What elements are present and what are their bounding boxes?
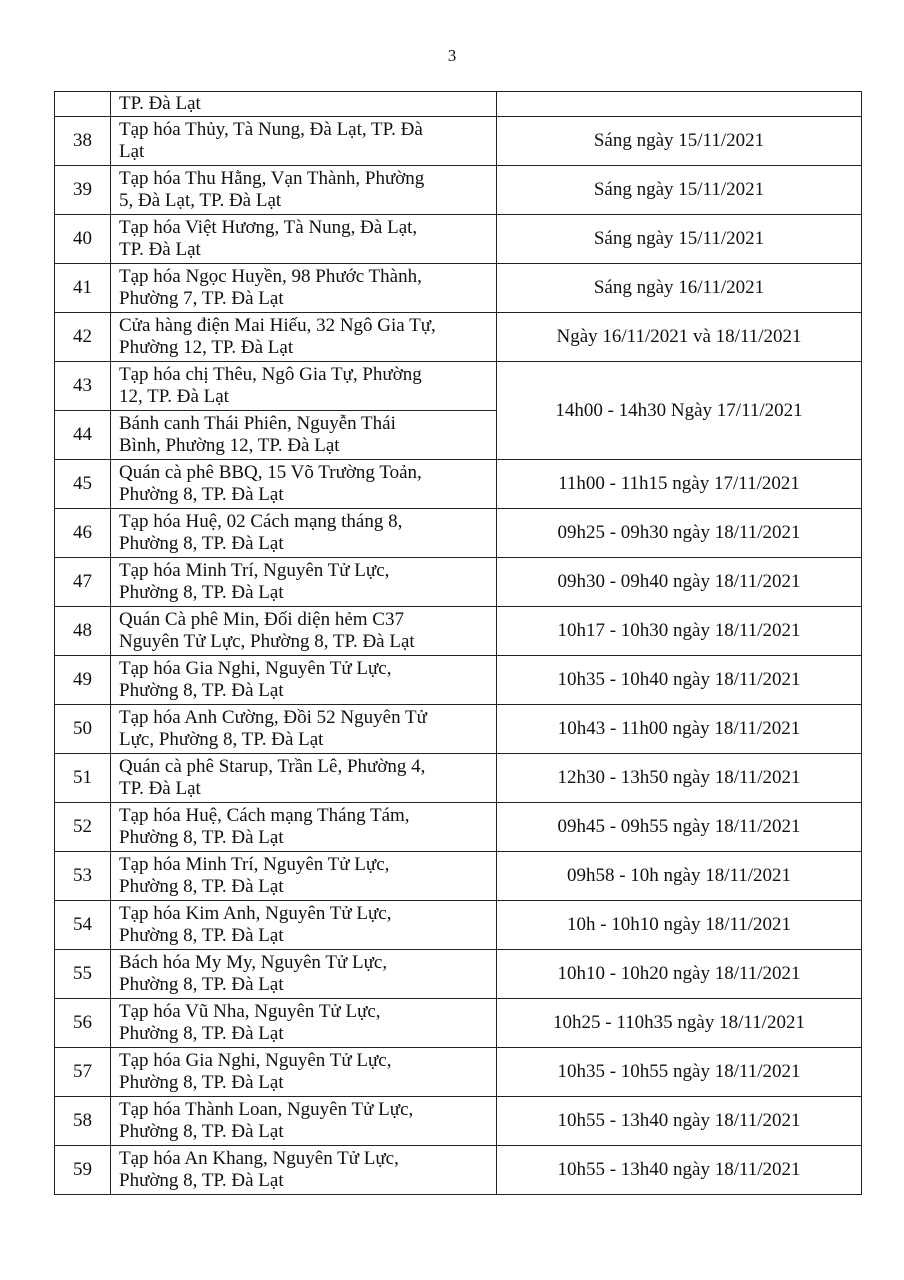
- table-row: [55, 1146, 862, 1195]
- place-line: Phường 8, TP. Đà Lạt: [119, 1023, 284, 1044]
- place-line: Phường 8, TP. Đà Lạt: [119, 876, 284, 897]
- schedule-table-body: [55, 92, 862, 1195]
- place-line: Tạp hóa Huệ, Cách mạng Tháng Tám,: [119, 805, 410, 826]
- row-number-cell: 39: [55, 166, 111, 215]
- place-line: Lực, Phường 8, TP. Đà Lạt: [119, 729, 324, 750]
- place-cell: [111, 264, 497, 313]
- place-line: Phường 8, TP. Đà Lạt: [119, 533, 284, 554]
- place-line: Phường 8, TP. Đà Lạt: [119, 1121, 284, 1142]
- row-number-cell: 53: [55, 852, 111, 901]
- place-cell: [111, 656, 497, 705]
- place-cell: [111, 1048, 497, 1097]
- row-number-cell: 40: [55, 215, 111, 264]
- place-line: Phường 8, TP. Đà Lạt: [119, 680, 284, 701]
- row-number-cell: 49: [55, 656, 111, 705]
- place-line: Tạp hóa Gia Nghi, Nguyên Tử Lực,: [119, 1050, 392, 1071]
- row-number-cell: 41: [55, 264, 111, 313]
- time-cell: Ngày 16/11/2021 và 18/11/2021: [497, 313, 862, 362]
- place-cell: [111, 901, 497, 950]
- place-line: 5, Đà Lạt, TP. Đà Lạt: [119, 190, 282, 211]
- table-row: [55, 705, 862, 754]
- place-line: Phường 8, TP. Đà Lạt: [119, 582, 284, 603]
- place-line: Cửa hàng điện Mai Hiếu, 32 Ngô Gia Tự,: [119, 315, 436, 336]
- place-cell: [111, 999, 497, 1048]
- table-row: [55, 558, 862, 607]
- time-cell: 14h00 - 14h30 Ngày 17/11/2021: [497, 362, 862, 460]
- place-line: Tạp hóa Minh Trí, Nguyên Tử Lực,: [119, 854, 390, 875]
- table-row: [55, 1097, 862, 1146]
- place-cell: [111, 460, 497, 509]
- time-cell: 10h25 - 110h35 ngày 18/11/2021: [497, 999, 862, 1048]
- place-cell: [111, 117, 497, 166]
- place-cell: [111, 705, 497, 754]
- table-row: [55, 656, 862, 705]
- place-line: Phường 8, TP. Đà Lạt: [119, 484, 284, 505]
- place-line: Tạp hóa Ngọc Huyền, 98 Phước Thành,: [119, 266, 422, 287]
- row-number-cell: 47: [55, 558, 111, 607]
- place-line: Tạp hóa Kim Anh, Nguyên Tử Lực,: [119, 903, 392, 924]
- place-line: Tạp hóa An Khang, Nguyên Tử Lực,: [119, 1148, 399, 1169]
- place-line: Tạp hóa chị Thêu, Ngô Gia Tự, Phường: [119, 364, 422, 385]
- place-line: Phường 8, TP. Đà Lạt: [119, 974, 284, 995]
- place-line: Phường 12, TP. Đà Lạt: [119, 337, 294, 358]
- table-row: [55, 803, 862, 852]
- table-row: [55, 166, 862, 215]
- time-cell: 10h55 - 13h40 ngày 18/11/2021: [497, 1097, 862, 1146]
- place-cell: [111, 1146, 497, 1195]
- row-number-cell: 46: [55, 509, 111, 558]
- place-line: TP. Đà Lạt: [119, 778, 201, 799]
- table-row: [55, 264, 862, 313]
- time-cell: 10h - 10h10 ngày 18/11/2021: [497, 901, 862, 950]
- table-row: [55, 1048, 862, 1097]
- row-number-cell: 59: [55, 1146, 111, 1195]
- time-cell: [497, 92, 862, 117]
- time-cell: 10h55 - 13h40 ngày 18/11/2021: [497, 1146, 862, 1195]
- place-line: Lạt: [119, 141, 145, 162]
- place-line: Bánh canh Thái Phiên, Nguyễn Thái: [119, 413, 396, 434]
- time-cell: 10h10 - 10h20 ngày 18/11/2021: [497, 950, 862, 999]
- place-line: 12, TP. Đà Lạt: [119, 386, 229, 407]
- row-number-cell: 55: [55, 950, 111, 999]
- time-cell: 10h43 - 11h00 ngày 18/11/2021: [497, 705, 862, 754]
- place-cell: [111, 558, 497, 607]
- place-cell: [111, 313, 497, 362]
- time-cell: 10h35 - 10h40 ngày 18/11/2021: [497, 656, 862, 705]
- place-cell: [111, 803, 497, 852]
- table-row: [55, 509, 862, 558]
- table-row: [55, 950, 862, 999]
- row-number-cell: 57: [55, 1048, 111, 1097]
- place-cell: [111, 166, 497, 215]
- place-cell: TP. Đà Lạt: [111, 92, 497, 117]
- place-line: TP. Đà Lạt: [119, 239, 201, 260]
- table-row: [55, 901, 862, 950]
- time-cell: 09h58 - 10h ngày 18/11/2021: [497, 852, 862, 901]
- table-row: [55, 999, 862, 1048]
- place-cell: [111, 754, 497, 803]
- table-row: [55, 754, 862, 803]
- place-line: Phường 8, TP. Đà Lạt: [119, 1170, 284, 1191]
- place-cell: [111, 215, 497, 264]
- row-number-cell: 48: [55, 607, 111, 656]
- place-cell: [111, 607, 497, 656]
- place-cell: [111, 1097, 497, 1146]
- place-cell: [111, 362, 497, 411]
- row-number-cell: 51: [55, 754, 111, 803]
- row-number-cell: [55, 92, 111, 117]
- row-number-cell: 54: [55, 901, 111, 950]
- table-row: [55, 117, 862, 166]
- table-row: [55, 215, 862, 264]
- time-cell: 10h17 - 10h30 ngày 18/11/2021: [497, 607, 862, 656]
- place-line: Bình, Phường 12, TP. Đà Lạt: [119, 435, 340, 456]
- table-row: [55, 607, 862, 656]
- place-line: Phường 8, TP. Đà Lạt: [119, 925, 284, 946]
- time-cell: 11h00 - 11h15 ngày 17/11/2021: [497, 460, 862, 509]
- place-cell: [111, 411, 497, 460]
- time-cell: 09h30 - 09h40 ngày 18/11/2021: [497, 558, 862, 607]
- table-row: [55, 460, 862, 509]
- place-line: Tạp hóa Vũ Nha, Nguyên Tử Lực,: [119, 1001, 381, 1022]
- row-number-cell: 38: [55, 117, 111, 166]
- row-number-cell: 42: [55, 313, 111, 362]
- page-number: 3: [447, 46, 457, 65]
- place-line: Tạp hóa Anh Cường, Đồi 52 Nguyên Tử: [119, 707, 427, 728]
- place-line: Tạp hóa Gia Nghi, Nguyên Tử Lực,: [119, 658, 392, 679]
- row-number-cell: 50: [55, 705, 111, 754]
- row-number-cell: 44: [55, 411, 111, 460]
- place-line: Tạp hóa Minh Trí, Nguyên Tử Lực,: [119, 560, 390, 581]
- table-row: [55, 313, 862, 362]
- table-row-continued: [55, 92, 862, 117]
- place-line: Quán cà phê Starup, Trần Lê, Phường 4,: [119, 756, 426, 777]
- place-line: Tạp hóa Việt Hương, Tà Nung, Đà Lạt,: [119, 217, 418, 238]
- place-line: Phường 8, TP. Đà Lạt: [119, 827, 284, 848]
- place-line: Phường 8, TP. Đà Lạt: [119, 1072, 284, 1093]
- time-cell: 09h25 - 09h30 ngày 18/11/2021: [497, 509, 862, 558]
- row-number-cell: 56: [55, 999, 111, 1048]
- row-number-cell: 58: [55, 1097, 111, 1146]
- row-number-cell: 52: [55, 803, 111, 852]
- place-line: Tạp hóa Thu Hằng, Vạn Thành, Phường: [119, 168, 425, 189]
- row-number-cell: 43: [55, 362, 111, 411]
- table-row: [55, 362, 862, 411]
- place-line: Tạp hóa Huệ, 02 Cách mạng tháng 8,: [119, 511, 403, 532]
- place-line: Tạp hóa Thủy, Tà Nung, Đà Lạt, TP. Đà: [119, 119, 423, 140]
- time-cell: 12h30 - 13h50 ngày 18/11/2021: [497, 754, 862, 803]
- place-cell: [111, 950, 497, 999]
- table-row: [55, 852, 862, 901]
- place-line: Quán Cà phê Min, Đối diện hẻm C37: [119, 609, 404, 630]
- place-line: Quán cà phê BBQ, 15 Võ Trường Toản,: [119, 462, 422, 483]
- place-line: Tạp hóa Thành Loan, Nguyên Tử Lực,: [119, 1099, 414, 1120]
- time-cell: Sáng ngày 15/11/2021: [497, 215, 862, 264]
- schedule-table: [54, 91, 862, 1195]
- time-cell: Sáng ngày 16/11/2021: [497, 264, 862, 313]
- place-cell: [111, 852, 497, 901]
- place-line: Nguyên Tử Lực, Phường 8, TP. Đà Lạt: [119, 631, 415, 652]
- place-line: Bách hóa My My, Nguyên Tử Lực,: [119, 952, 388, 973]
- time-cell: Sáng ngày 15/11/2021: [497, 117, 862, 166]
- place-cell: [111, 509, 497, 558]
- row-number-cell: 45: [55, 460, 111, 509]
- time-cell: Sáng ngày 15/11/2021: [497, 166, 862, 215]
- time-cell: 10h35 - 10h55 ngày 18/11/2021: [497, 1048, 862, 1097]
- time-cell: 09h45 - 09h55 ngày 18/11/2021: [497, 803, 862, 852]
- place-line: Phường 7, TP. Đà Lạt: [119, 288, 284, 309]
